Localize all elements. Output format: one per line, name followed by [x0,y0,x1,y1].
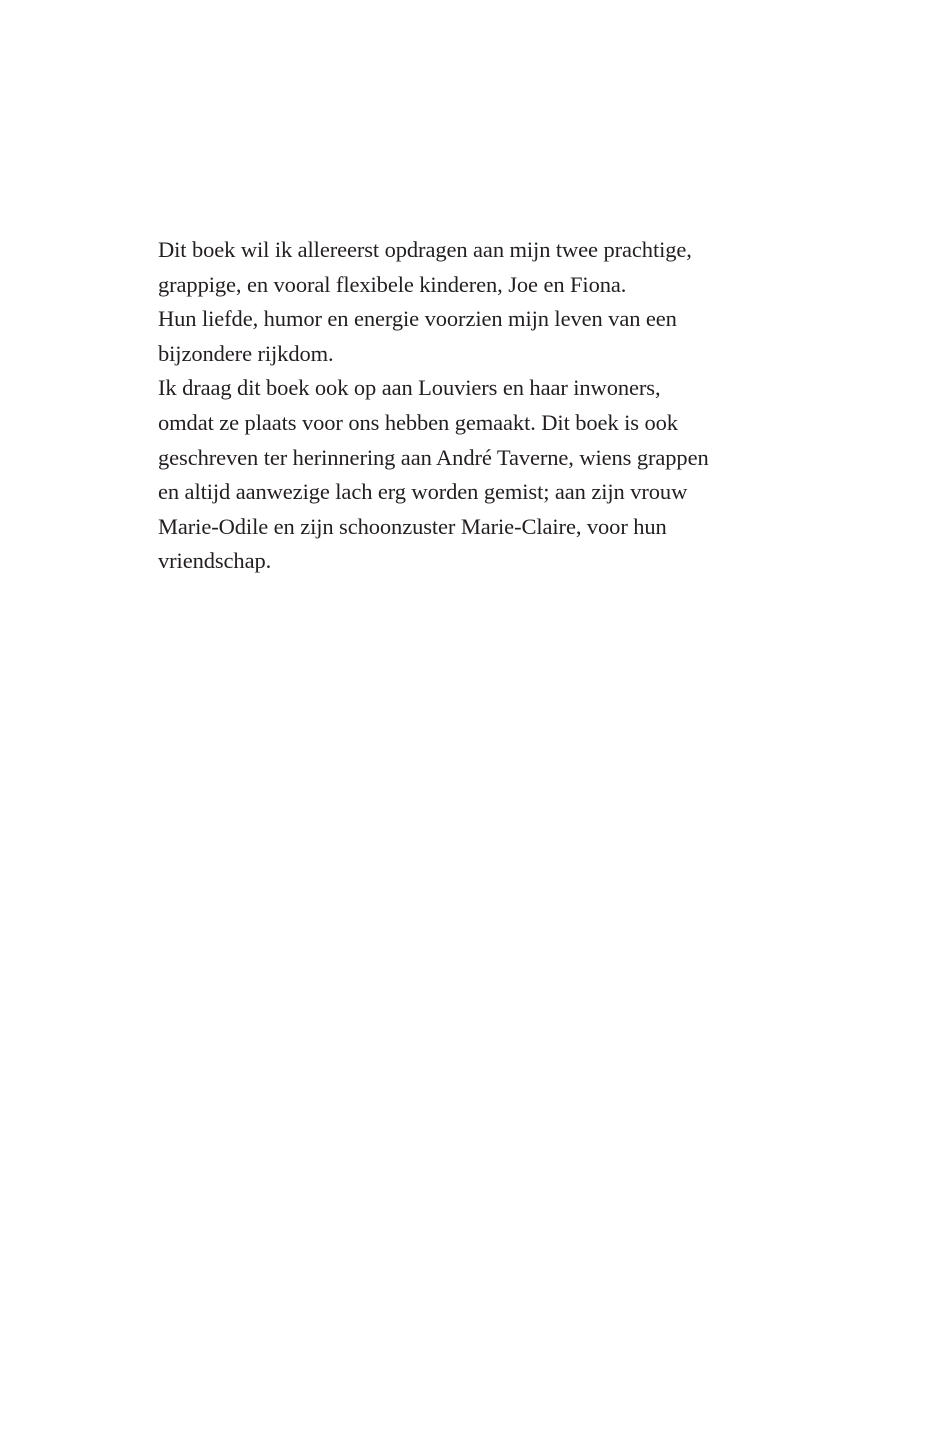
dedication-line: Ik draag dit boek ook op aan Louviers en haar inwoners, [158,375,661,401]
dedication-text [158,233,798,579]
dedication-line: Marie-Odile en zijn schoonzuster Marie-Claire, voor hun [158,513,667,539]
dedication-line: bijzondere rijkdom. [158,340,334,366]
dedication-line: Hun liefde, humor en energie voorzien mijn leven van een [158,306,677,332]
dedication-line: Dit boek wil ik allereerst opdragen aan mijn twee prachtige, [158,237,692,262]
dedication-line: omdat ze plaats voor ons hebben gemaakt. Dit boek is ook [158,409,678,435]
dedication-line: grappige, en vooral flexibele kinderen, Joe en Fiona. [158,271,627,297]
dedication-line: vriendschap. [158,548,272,574]
dedication-line: geschreven ter herinnering aan André Taverne, wiens grappen [158,444,709,470]
dedication-line: en altijd aanwezige lach erg worden gemist; aan zijn vrouw [158,479,688,505]
